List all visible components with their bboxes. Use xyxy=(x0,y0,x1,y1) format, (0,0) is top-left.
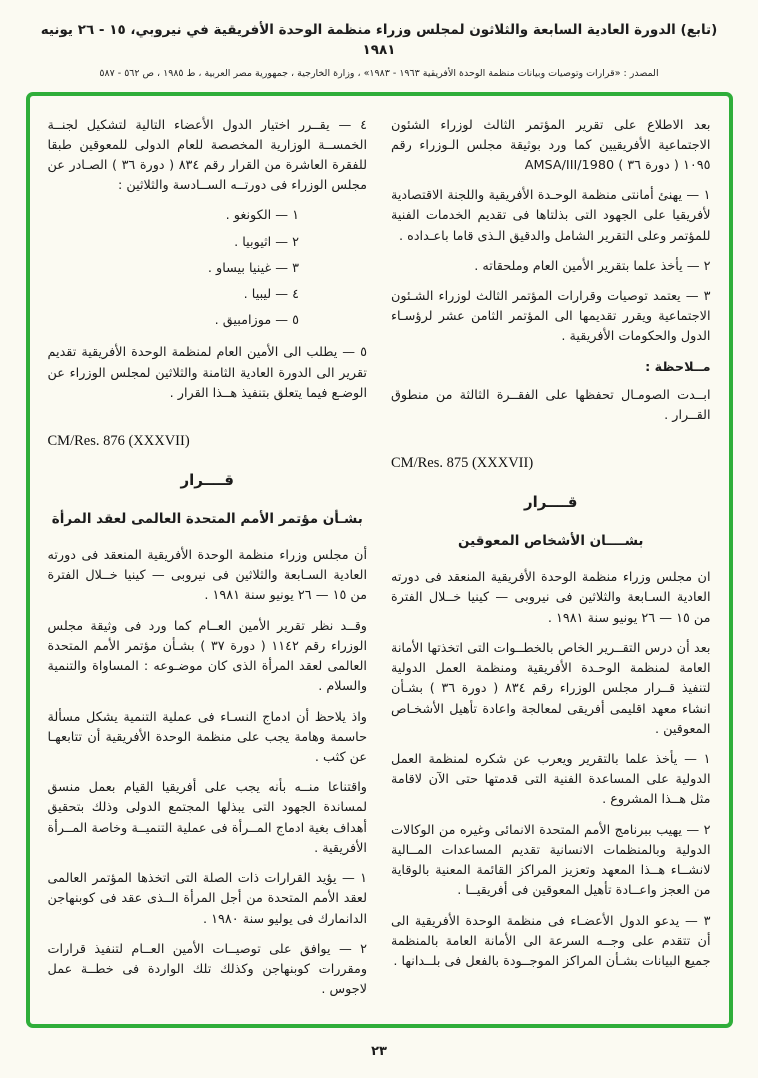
resolution-876-paragraph-2: وقــد نظر تقرير الأمين العــام كما ورد فى وثيقة مجلس الوزراء رقم ١١٤٢ ( دورة ٣٧ ) بشـأن مؤتمر الأمم المتحدة العالمى لعقد المرأة الذى كان موضـوعه : المساواة والتنمية والسلام . xyxy=(47,618,367,695)
operative-item-2: ٢ — يأخذ علما بتقرير الأمين العام وملحقاته . xyxy=(474,258,711,274)
resolution-875-item-2: ٢ — يهيب ببرنامج الأمم المتحدة الانمائى وغيره من الوكالات الدولية وبالمنظمات الانسانية تقديم المساعدات المــالية لانشــاء هــذا المعهد وتعزيز المراكز القائمة المعنية بالوقاية من العجز واعــادة تأهيل المعوقين فى أفريقيــا . xyxy=(391,822,711,899)
operative-item-1: ١ — يهنئ أمانتى منظمة الوحـدة الأفريقية واللجنة الاقتصادية لأفريقيا على الجهود التى بذلتاها فى تقديم الخدمات الفنية للمؤتمر وعلى التقرير الشامل والدقيق الـذى قاما باعـداده . xyxy=(391,188,711,244)
document-header xyxy=(0,20,758,79)
resolution-875-paragraph-2: بعد أن درس التقــرير الخاص بالخطــوات التى اتخذتها الأمانة العامة لمنظمة الوحـدة الأفريقية ومنظمة العمل الدولية لتنفيذ قــرار مجلس الوزراء رقم ٨٣٤ ( دورة ٣٦ ) بشـأن انشاء معهد اقليمى أفريقى لمعالجة واعادة تأهيل الأشخـاص المعوقين . xyxy=(391,640,711,737)
resolution-title-876: قــــرار xyxy=(180,471,234,490)
right-column xyxy=(391,116,711,1011)
note-body: ابــدت الصومـال تحفظها على الفقــرة الثالثة من منطوق القــرار . xyxy=(391,387,711,424)
resolution-876-paragraph-3: واذ يلاحظ أن ادماج النسـاء فى عملية التنمية يشكل مسألة حاسمة وهامة يجب على منظمة الوحدة الأفريقية أن تتابعهـا عن كثب . xyxy=(47,709,367,766)
country-list xyxy=(48,206,300,331)
resolution-875-paragraph-1: ان مجلس وزراء منظمة الوحدة الأفريقية المنعقد فى دورته العادية السـابعة والثلاثين فى نيروبى — كينيا خــلال الفترة من ١٥ — ٢٦ يونيو سنة ١٩٨١ . xyxy=(391,570,711,626)
operative-item-4: ٤ — يقــرر اختيار الدول الأعضاء التالية لتشكيل لجنــة الخمســة الوزارية المخصصة للعام الدولى للمعوقين طبقا للفقرة العاشرة من القرار رقم ٨٣٤ ( دورة ٣٦ ) الصـادر عن مجلس الوزراء فى دورتــه الســادسة والثلاثين : xyxy=(47,117,367,194)
resolution-title-875: قــــرار xyxy=(524,493,578,512)
operative-item-5: ٥ — يطلب الى الأمين العام لمنظمة الوحدة الأفريقية تقديم تقرير الى الدورة العادية الثامنة والثلاثين لمجلس الوزراء عن الوضـع فيما يتعلق بتنفيذ هــذا القرار . xyxy=(47,345,367,401)
resolution-875-item-3: ٣ — يدعو الدول الأعضـاء فى منظمة الوحدة الأفريقية الى أن تتقدم على وجــه السرعة الى الأمانة العامة بالمنظمة جميع البيانات بشـأن المراكز الموجــودة بالفعل فى بلــدانها . xyxy=(391,913,711,969)
resolution-876-item-1: ١ — يؤيد القرارات ذات الصلة التى اتخذها المؤتمر العالمى لعقد الأمم المتحدة من أجل المرأة الــذى عقد فى كوبنهاجن الدانمارك فى يوليو سنة ١٩٨٠ . xyxy=(47,871,367,927)
session-title: (تابع) الدورة العادية السابعة والثلاثون لمجلس وزراء منظمة الوحدة الأفريقية في نيروبي، ١٥ - ٢٦ يونيه ١٩٨١ xyxy=(40,22,718,59)
country-item-ethiopia: ٢ — اثيوبيا . xyxy=(234,234,299,250)
resolution-875-item-1: ١ — يأخذ علما بالتقرير ويعرب عن شكره لمنظمة العمل الدولية على المساعدة الفنية التى قدمتها حتى الآن لاقامة مثل هــذا المشروع . xyxy=(391,752,711,808)
note-heading: مــلاحظة : xyxy=(645,359,711,375)
page-number: ٢٣ xyxy=(371,1044,387,1060)
content-frame xyxy=(26,92,733,1029)
country-item-mozambique: ٥ — موزامبيق . xyxy=(214,313,299,329)
country-item-libya: ٤ — ليبيا . xyxy=(243,287,299,303)
resolution-876-paragraph-4: واقتناعا منــه بأنه يجب على أفريقيا القيام بعمل منسق لمساندة الجهود التى يبذلها المجتمع الدولى وذلك بتحقيق أهداف بغية ادماج المــرأة فى عملية التنميــة وخاصة المــرأة الأفريقية . xyxy=(47,780,367,856)
page-footer xyxy=(0,1044,758,1059)
resolution-number-875: CM/Res. 875 (XXXVII) xyxy=(391,455,534,472)
country-item-guinea-bissau: ٣ — غينيا بيساو . xyxy=(207,260,299,276)
resolution-number-876: CM/Res. 876 (XXXVII) xyxy=(47,433,190,450)
preamble-paragraph: بعد الاطلاع على تقرير المؤتمر الثالث لوزراء الشئون الاجتماعية الأفريقيين كما ورد بوثيقة مجلس الـوزراء رقم ١٠٩٥ ( دورة ٣٦ ) AMSA/III/1980 xyxy=(391,117,711,173)
left-column xyxy=(48,116,368,1011)
resolution-subtitle-876: بشـأن مؤتمر الأمم المتحدة العالمى لعقد المرأة xyxy=(51,510,363,527)
resolution-876-paragraph-1: أن مجلس وزراء منظمة الوحدة الأفريقية المنعقد فى دورته العادية السـابعة والثلاثين فى نيروبى — كينيا خــلال الفترة من ١٥ — ٢٦ يونيو سنة ١٩٨١ . xyxy=(47,548,367,604)
resolution-876-item-2: ٢ — يوافق على توصيــات الأمين العــام لتنفيذ قرارات ومقررات كوبنهاجن وكذلك تلك الواردة فى خطــة عمل لاجوس . xyxy=(47,941,367,998)
resolution-subtitle-875: بشــــان الأشخاص المعوقين xyxy=(458,532,644,549)
source-citation: المصدر : «قرارات وتوصيات وبيانات منظمة الوحدة الأفريقية ١٩٦٣ - ١٩٨٣» ، وزارة الخارجية ، جمهورية مصر العربية ، ط ١٩٨٥ ، ص ٥٦٢ - ٥٨٧ xyxy=(99,67,659,79)
operative-item-3: ٣ — يعتمد توصيات وقرارات المؤتمر الثالث لوزراء الشـئون الاجتماعية ويقرر تقديمها الى المؤتمر الثامن عشر لرؤسـاء الدول والحكومات الأفريقية . xyxy=(391,289,711,345)
country-item-congo: ١ — الكونغو . xyxy=(225,208,299,224)
